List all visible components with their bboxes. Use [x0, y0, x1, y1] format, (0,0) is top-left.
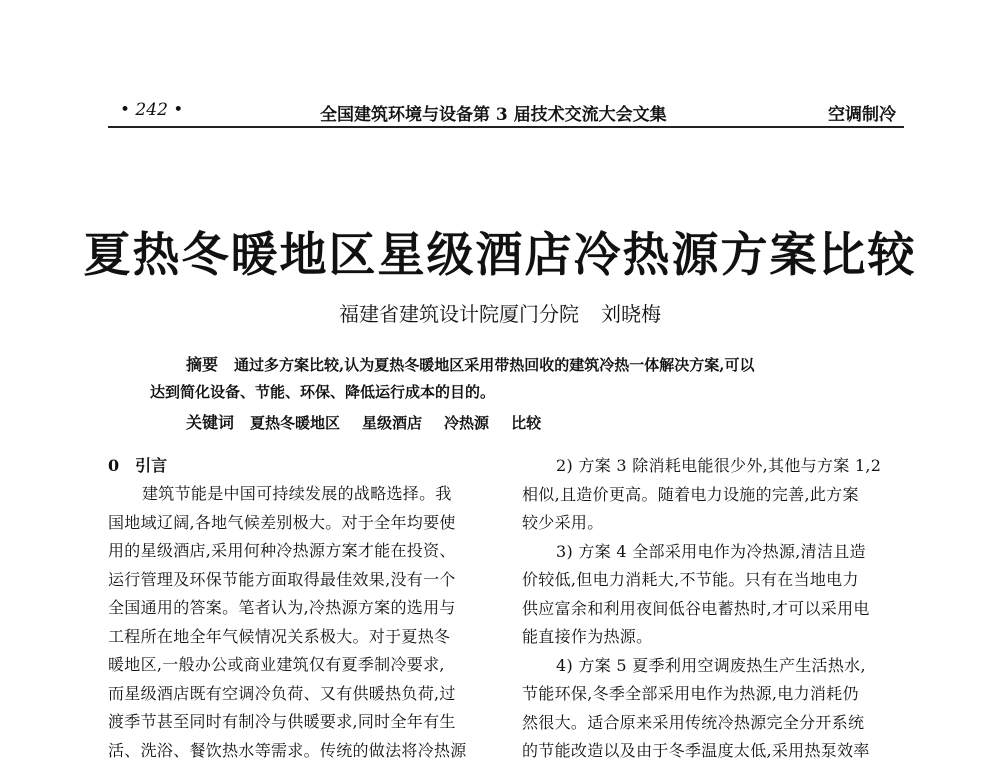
body-line: 节能环保,冬季全部采用电作为热源,电力消耗仍: [522, 684, 859, 703]
affiliation: 福建省建筑设计院厦门分院: [339, 302, 579, 326]
paper-title: 夏热冬暖地区星级酒店冷热源方案比较: [83, 228, 917, 283]
keywords-label: 关键词: [186, 413, 235, 432]
body-line: 运行管理及环保节能方面取得最佳效果,没有一个: [108, 569, 456, 589]
keywords: [186, 410, 563, 433]
keyword: 夏热冬暖地区: [250, 414, 341, 432]
section-name: 空调制冷: [828, 105, 896, 125]
body-line: 相似,且造价更高。随着电力设施的完善,此方案: [522, 484, 859, 504]
abstract-text-1: 通过多方案比较,认为夏热冬暖地区采用带热回收的建筑冷热一体解决方案,可以: [234, 356, 755, 374]
journal-title: 全国建筑环境与设备第 3 届技术交流大会文集: [320, 105, 667, 125]
right-column: [522, 452, 902, 766]
body-line: 2) 方案 3 除消耗电能很少外,其他与方案 1,2: [556, 456, 882, 475]
body-line: 供应富余和利用夜间低谷电蓄热时,才可以采用电: [522, 598, 870, 618]
body-line: 3) 方案 4 全部采用电作为冷热源,清洁且造: [556, 541, 866, 561]
abstract-line-1: [186, 352, 754, 375]
keyword: 比较: [511, 414, 542, 432]
abstract-line-2: [150, 381, 495, 402]
body-line: 用的星级酒店,采用何种冷热源方案才能在投资、: [108, 541, 456, 560]
left-column: [108, 452, 488, 765]
section-title: 引言: [135, 456, 168, 475]
body-line: 而星级酒店既有空调冷负荷、又有供暖热负荷,过: [108, 683, 456, 703]
body-line: 渡季节甚至同时有制冷与供暖要求,同时全年有生: [108, 712, 456, 731]
page-number: • 242 •: [120, 100, 184, 120]
body-line: 4) 方案 5 夏季利用空调废热生产生活热水,: [556, 655, 866, 675]
body-line: 的节能改造以及由于冬季温度太低,采用热泵效率: [522, 741, 870, 760]
body-line: 活、洗浴、餐饮热水等需求。传统的做法将冷热源: [108, 740, 467, 760]
body-line: 全国通用的答案。笔者认为,冷热源方案的选用与: [108, 598, 456, 617]
body-line: 价较低,但电力消耗大,不节能。只有在当地电力: [522, 570, 859, 589]
abstract-label: 摘要: [186, 355, 219, 374]
body-line: 暖地区,一般办公或商业建筑仅有夏季制冷要求,: [108, 655, 445, 674]
body-line: 能直接作为热源。: [522, 627, 653, 646]
body-line: 工程所在地全年气候情况关系极大。对于夏热冬: [108, 626, 451, 646]
section-heading: [108, 452, 488, 480]
body-line: 然很大。适合原来采用传统冷热源完全分开系统: [522, 712, 865, 732]
keyword: 冷热源: [444, 414, 490, 432]
author: 刘晓梅: [601, 302, 661, 326]
running-header: [108, 98, 904, 124]
body-line: 国地域辽阔,各地气候差别极大。对于全年均要使: [108, 512, 456, 532]
abstract-text-2: 达到简化设备、节能、环保、降低运行成本的目的。: [150, 383, 496, 401]
byline: [0, 298, 1000, 327]
keyword: 星级酒店: [362, 414, 423, 432]
section-number: 0: [108, 456, 120, 475]
body-line: 较少采用。: [522, 513, 604, 532]
body-line: 建筑节能是中国可持续发展的战略选择。我: [142, 484, 452, 503]
header-rule: [108, 126, 904, 128]
